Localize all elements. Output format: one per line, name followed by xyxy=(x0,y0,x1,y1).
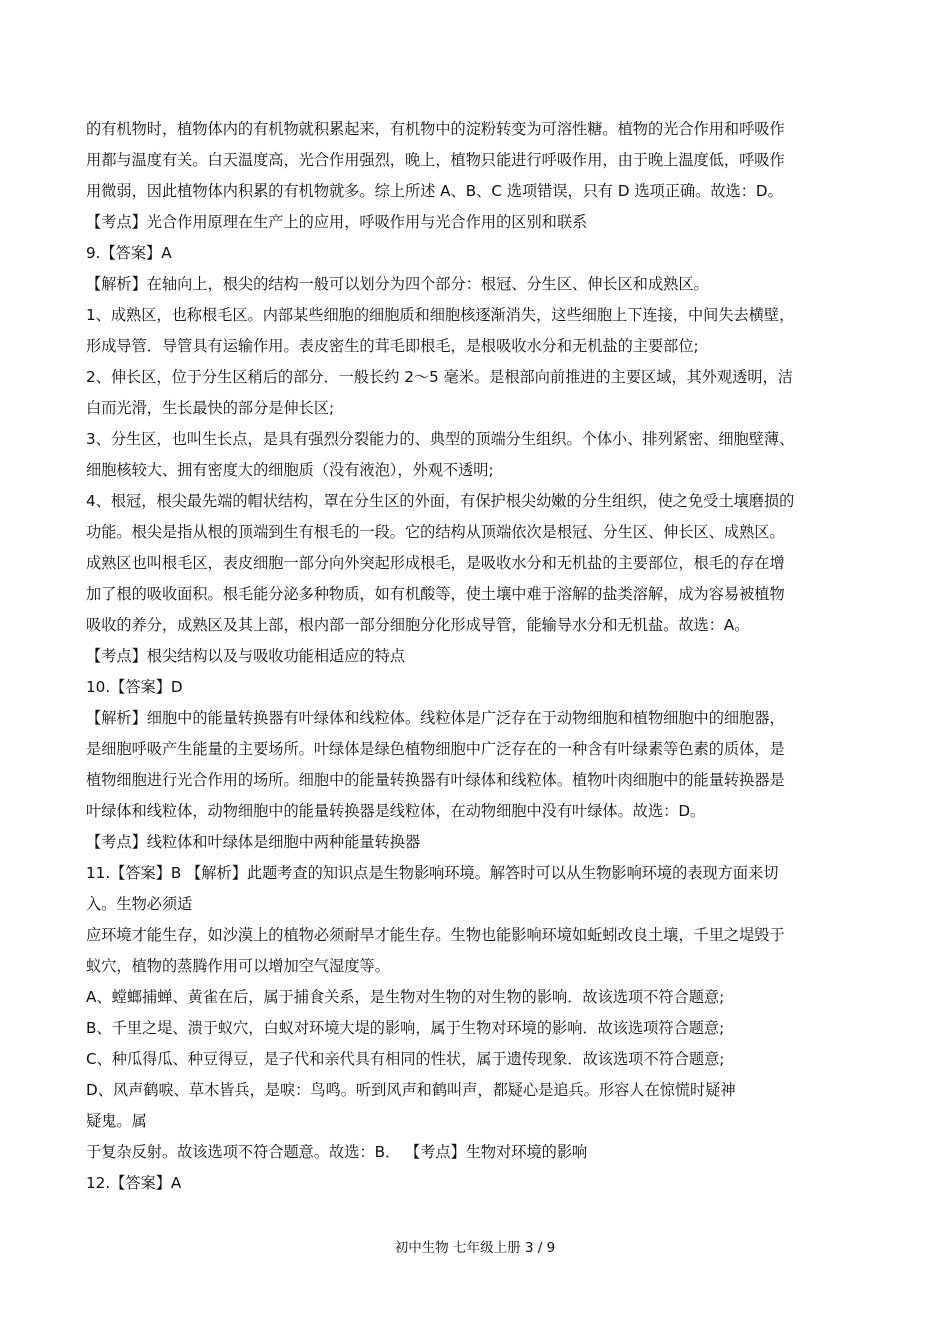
text-line: 【考点】光合作用原理在生产上的应用，呼吸作用与光合作用的区别和联系 xyxy=(86,213,588,231)
text-line: 4、根冠，根尖最先端的帽状结构，罩在分生区的外面，有保护根尖幼嫩的分生组织，使之免受土壤磨损的 xyxy=(86,492,795,510)
text-line: B、千里之堤、溃于蚁穴，白蚁对环境大堤的影响，属于生物对环境的影响．故该选项符合题意; xyxy=(86,1019,725,1037)
text-line: 白而光滑，生长最快的部分是伸长区; xyxy=(86,399,335,417)
text-line: 【解析】在轴向上，根尖的结构一般可以划分为四个部分：根冠、分生区、伸长区和成熟区。 xyxy=(86,275,709,293)
text-line: 11.【答案】B 【解析】此题考查的知识点是生物影响环境。解答时可以从生物影响环境的表现方面来切 xyxy=(86,864,779,882)
text-line: 1、成熟区，也称根毛区。内部某些细胞的细胞质和细胞核逐渐消失，这些细胞上下连接，中间失去横壁， xyxy=(86,306,795,324)
text-line: A、螳螂捕蝉、黄雀在后，属于捕食关系，是生物对生物的对生物的影响．故该选项不符合题意; xyxy=(86,988,725,1006)
text-line: 3、分生区，也叫生长点，是具有强烈分裂能力的、典型的顶端分生组织。个体小、排列紧密、细胞壁薄、 xyxy=(86,430,795,448)
text-line: 用微弱，因此植物体内积累的有机物就多。综上所述 A、B、C 选项错误，只有 D 选项正确。故选：D。 xyxy=(86,182,783,200)
text-line: 的有机物时，植物体内的有机物就积累起来，有机物中的淀粉转变为可溶性糖。植物的光合作用和呼吸作 xyxy=(86,120,785,138)
text-line: 【考点】根尖结构以及与吸收功能相适应的特点 xyxy=(86,647,405,665)
text-line: 叶绿体和线粒体，动物细胞中的能量转换器是线粒体，在动物细胞中没有叶绿体。故选：D。 xyxy=(86,802,706,820)
text-line: 是细胞呼吸产生能量的主要场所。叶绿体是绿色植物细胞中广泛存在的一种含有叶绿素等色素的质体，是 xyxy=(86,740,785,758)
text-line: 于复杂反射。故该选项不符合题意。故选：B． 【考点】生物对环境的影响 xyxy=(86,1143,588,1161)
text-line: 2、伸长区，位于分生区稍后的部分．一般长约 2～5 毫米。是根部向前推进的主要区域，其外观透明，洁 xyxy=(86,368,793,386)
text-line: 吸收的养分，成熟区及其上部，根内部一部分细胞分化形成导管，能输导水分和无机盐。故选：A。 xyxy=(86,616,750,634)
text-line: 成熟区也叫根毛区，表皮细胞一部分向外突起形成根毛，是吸收水分和无机盐的主要部位，根毛的存在增 xyxy=(86,554,785,572)
text-line: 功能。根尖是指从根的顶端到生有根毛的一段。它的结构从顶端依次是根冠、分生区、伸长区、成熟区。 xyxy=(86,523,785,541)
text-line: 9.【答案】A xyxy=(86,244,172,262)
text-line: 用都与温度有关。白天温度高，光合作用强烈，晚上，植物只能进行呼吸作用，由于晚上温度低，呼吸作 xyxy=(86,151,785,169)
text-line: 【考点】线粒体和叶绿体是细胞中两种能量转换器 xyxy=(86,833,421,851)
text-line: D、风声鹤唳、草木皆兵，是唳：鸟鸣。听到风声和鹤叫声，都疑心是追兵。形容人在惊慌时疑神 xyxy=(86,1081,736,1099)
page-footer: 初中生物 七年级上册 3 / 9 xyxy=(394,1240,556,1256)
text-line: 加了根的吸收面积。根毛能分泌多种物质，如有机酸等，使土壤中难于溶解的盐类溶解，成为容易被植物 xyxy=(86,585,785,603)
text-line: 10.【答案】D xyxy=(86,678,183,696)
text-line: 12.【答案】A xyxy=(86,1174,182,1192)
text-line: 应环境才能生存，如沙漠上的植物必须耐旱才能生存。生物也能影响环境如蚯蚓改良土壤，千里之堤毁于 xyxy=(86,926,785,944)
text-line: 【解析】细胞中的能量转换器有叶绿体和线粒体。线粒体是广泛存在于动物细胞和植物细胞中的细胞器， xyxy=(86,709,785,727)
answer-explanation-text xyxy=(86,114,876,1199)
text-line: 形成导管．导管具有运输作用。表皮密生的茸毛即根毛，是根吸收水分和无机盐的主要部位; xyxy=(86,337,699,355)
text-line: C、种瓜得瓜、种豆得豆，是子代和亲代具有相同的性状，属于遗传现象．故该选项不符合题意; xyxy=(86,1050,725,1068)
text-line: 细胞核较大、拥有密度大的细胞质（没有液泡），外观不透明; xyxy=(86,461,494,479)
text-line: 疑鬼。属 xyxy=(86,1112,147,1130)
text-line: 植物细胞进行光合作用的场所。细胞中的能量转换器有叶绿体和线粒体。植物叶肉细胞中的能量转换器是 xyxy=(86,771,785,789)
text-line: 蚁穴，植物的蒸腾作用可以增加空气湿度等。 xyxy=(86,957,390,975)
text-line: 入。生物必须适 xyxy=(86,895,193,913)
